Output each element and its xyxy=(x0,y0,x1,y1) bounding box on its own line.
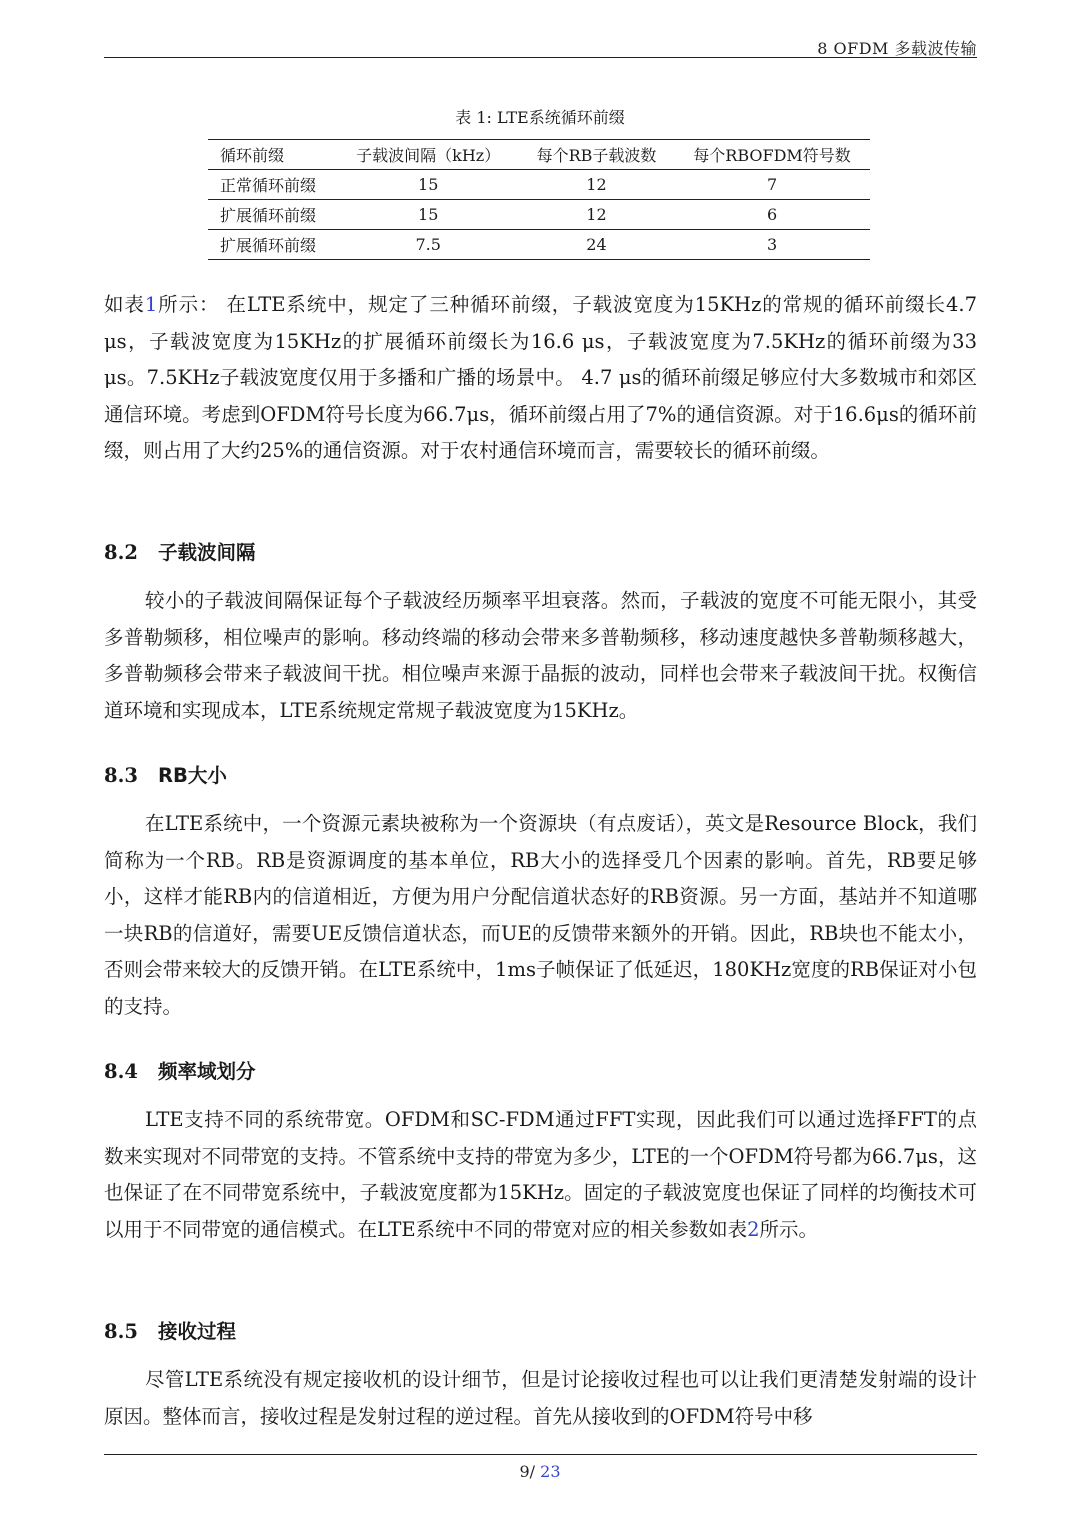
section-heading-8-3 xyxy=(104,760,227,788)
total-pages-link[interactable]: 23 xyxy=(540,1462,561,1481)
paragraph-subcarrier-spacing: 较小的子载波间隔保证每个子载波经历频率平坦衰落。然而，子载波的宽度不可能无限小，其受多普勒频移，相位噪声的影响。移动终端的移动会带来多普勒频移，移动速度越快多普勒频移越大，多普勒频移会带来子载波间干扰。相位噪声来源于晶振的波动，同样也会带来子载波间干扰。权衡信道环境和实现成本，LTE系统规定常规子载波宽度为15KHz。 xyxy=(104,589,977,722)
cyclic-prefix-table xyxy=(208,139,870,260)
table-reference-link[interactable]: 1 xyxy=(144,293,158,316)
table-cell: 12 xyxy=(586,175,607,194)
table-cell: 15 xyxy=(418,175,439,194)
section-title: RB大小 xyxy=(158,764,227,787)
table-cell: 6 xyxy=(766,205,778,224)
header-rule xyxy=(104,57,977,58)
section-title: 子载波间隔 xyxy=(158,541,256,564)
footer-rule xyxy=(104,1454,977,1455)
paragraph-text: 所示： 在LTE系统中，规定了三种循环前缀，子载波宽度为15KHz的常规的循环前缀长4.7 μs，子载波宽度为15KHz的扩展循环前缀长为16.6 μs，子载波宽度为7.5KHz的循环前缀为33 μs。7.5KHz子载波宽度仅用于多播和广播的场景中。 4.7 μs的循环前缀足够应付大多数城市和郊区通信环境。考虑到OFDM符号长度为66.7μs，循环前缀占用了7%的通信资源。对于16.6μs的循环前缀，则占用了大约25%的通信资源。对于农村通信环境而言，需要较长的循环前缀。 xyxy=(104,293,977,462)
table-cell: 正常循环前缀 xyxy=(220,176,317,195)
paragraph-text: 如表 xyxy=(104,293,145,316)
table-cell: 12 xyxy=(586,205,607,224)
paragraph-frequency-division xyxy=(104,1102,977,1248)
page-number xyxy=(0,1462,1080,1481)
column-header: 每个RBOFDM符号数 xyxy=(693,146,851,165)
current-page: 9/ xyxy=(519,1462,541,1481)
section-number: 8.4 xyxy=(104,1060,138,1083)
table-cell: 7.5 xyxy=(415,235,441,254)
table-cell: 3 xyxy=(766,235,778,254)
table-cell: 15 xyxy=(418,205,439,224)
table-cell: 扩展循环前缀 xyxy=(220,206,317,225)
section-number: 8.3 xyxy=(104,764,138,787)
paragraph-text: 所示。 xyxy=(759,1217,819,1241)
paragraph-rb-size: 在LTE系统中，一个资源元素块被称为一个资源块（有点废话），英文是Resource Block，我们简称为一个RB。RB是资源调度的基本单位，RB大小的选择受几个因素的影响。首先，RB要足够小，这样才能RB内的信道相近，方便为用户分配信道状态好的RB资源。另一方面，基站并不知道哪一块RB的信道好，需要UE反馈信道状态，而UE的反馈带来额外的开销。因此，RB块也不能太小，否则会带来较大的反馈开销。在LTE系统中，1ms子帧保证了低延迟，180KHz宽度的RB保证对小包的支持。 xyxy=(104,812,977,1018)
section-heading-8-5 xyxy=(104,1316,236,1344)
section-title: 频率域划分 xyxy=(158,1060,256,1083)
column-header: 每个RB子载波数 xyxy=(536,146,657,165)
paragraph-receive-process: 尽管LTE系统没有规定接收机的设计细节，但是讨论接收过程也可以让我们更清楚发射端的设计原因。整体而言，接收过程是发射过程的逆过程。首先从接收到的OFDM符号中移 xyxy=(104,1368,977,1428)
column-header: 循环前缀 xyxy=(220,146,285,165)
section-number: 8.5 xyxy=(104,1320,138,1343)
column-header: 子载波间隔（kHz） xyxy=(356,146,501,165)
table-cell: 24 xyxy=(586,235,607,254)
section-title: 接收过程 xyxy=(158,1320,237,1343)
table-header-row xyxy=(208,140,870,170)
paragraph-text: LTE支持不同的系统带宽。OFDM和SC-FDM通过FFT实现，因此我们可以通过选择FFT的点数来实现对不同带宽的支持。不管系统中支持的带宽为多少，LTE的一个OFDM符号都为66.7μs，这也保证了在不同带宽系统中，子载波宽度都为15KHz。固定的子载波宽度也保证了同样的均衡技术可以用于不同带宽的通信模式。在LTE系统中不同的带宽对应的相关参数如表 xyxy=(104,1108,977,1241)
paragraph-cyclic-prefix xyxy=(104,287,977,470)
table-row xyxy=(208,170,870,200)
section-heading-8-2 xyxy=(104,537,256,565)
table-cell: 扩展循环前缀 xyxy=(220,236,317,255)
table-caption: 表 1: LTE系统循环前缀 xyxy=(455,108,625,127)
table-row xyxy=(208,230,870,260)
section-heading-8-4 xyxy=(104,1056,256,1084)
table-reference-link[interactable]: 2 xyxy=(747,1217,760,1241)
section-number: 8.2 xyxy=(104,541,138,564)
table-cell: 7 xyxy=(766,175,778,194)
running-header: 8 OFDM 多载波传输 xyxy=(817,39,977,58)
table-row xyxy=(208,200,870,230)
